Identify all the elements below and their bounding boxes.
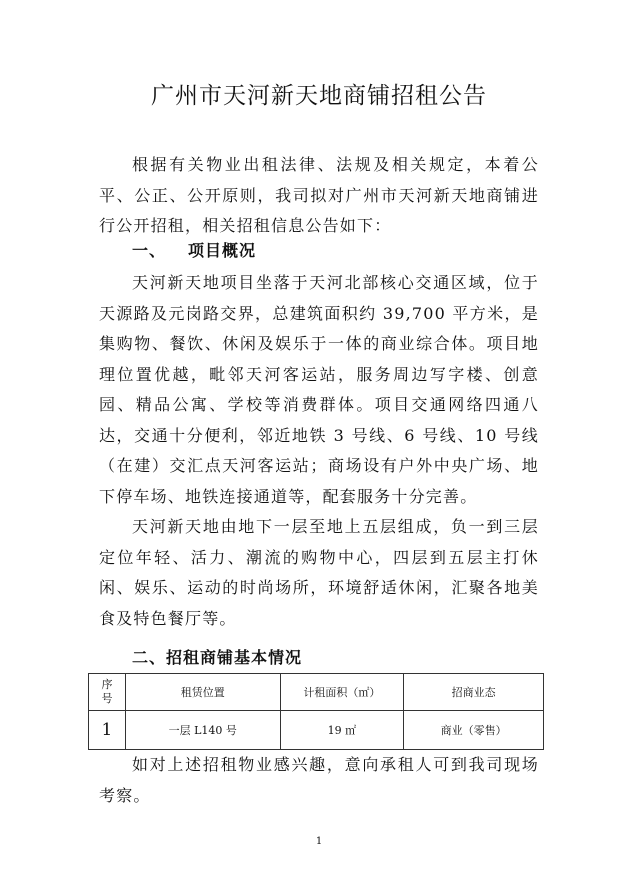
header-business: 招商业态 bbox=[404, 674, 544, 711]
section1-paragraph-1: 天河新天地项目坐落于天河北部核心交通区域，位于天源路及元岗路交界，总建筑面积约 39,700 平方米，是集购物、餐饮、休闲及娱乐于一体的商业综合体。项目地理位置优越，毗邻天河客运站，服务周边写字楼、创意园、精品公寓、学校等消费群体。项目交通网络四通八达，交通十分便利，邻近地铁 3 号线、6 号线、10 号线（在建）交汇点天河客运站；商场设有户外中央广场、地下停车场、地铁连接通道等，配套服务十分完善。 bbox=[99, 273, 539, 506]
section1-paragraph-2: 天河新天地由地下一层至地上五层组成，负一到三层定位年轻、活力、潮流的购物中心，四层到五层主打休闲、娱乐、运动的时尚场所，环境舒适休闲，汇聚各地美食及特色餐厅等。 bbox=[99, 517, 539, 628]
cell-seq: 1 bbox=[89, 711, 126, 750]
cell-area: 19 ㎡ bbox=[280, 711, 404, 750]
section1-heading bbox=[132, 236, 256, 266]
header-location: 租赁位置 bbox=[125, 674, 280, 711]
table-row bbox=[89, 711, 544, 750]
header-seq: 序 号 bbox=[89, 674, 126, 711]
intro-paragraph: 根据有关物业出租法律、法规及相关规定，本着公平、公正、公开原则，我司拟对广州市天河新天地商铺进行公开招租，相关招租信息公告如下： bbox=[99, 155, 539, 235]
cell-business: 商业（零售） bbox=[404, 711, 544, 750]
page-number: 1 bbox=[315, 836, 323, 847]
section1-title: 项目概况 bbox=[188, 241, 257, 260]
shop-table bbox=[88, 673, 544, 750]
page-title: 广州市天河新天地商铺招租公告 bbox=[151, 83, 487, 109]
section1-number: 一、 bbox=[132, 241, 167, 260]
cell-location: 一层 L140 号 bbox=[125, 711, 280, 750]
table-header-row bbox=[89, 674, 544, 711]
section2-heading: 二、招租商铺基本情况 bbox=[132, 648, 303, 667]
closing-paragraph: 如对上述招租物业感兴趣，意向承租人可到我司现场考察。 bbox=[99, 755, 539, 805]
header-area: 计租面积（㎡） bbox=[280, 674, 404, 711]
